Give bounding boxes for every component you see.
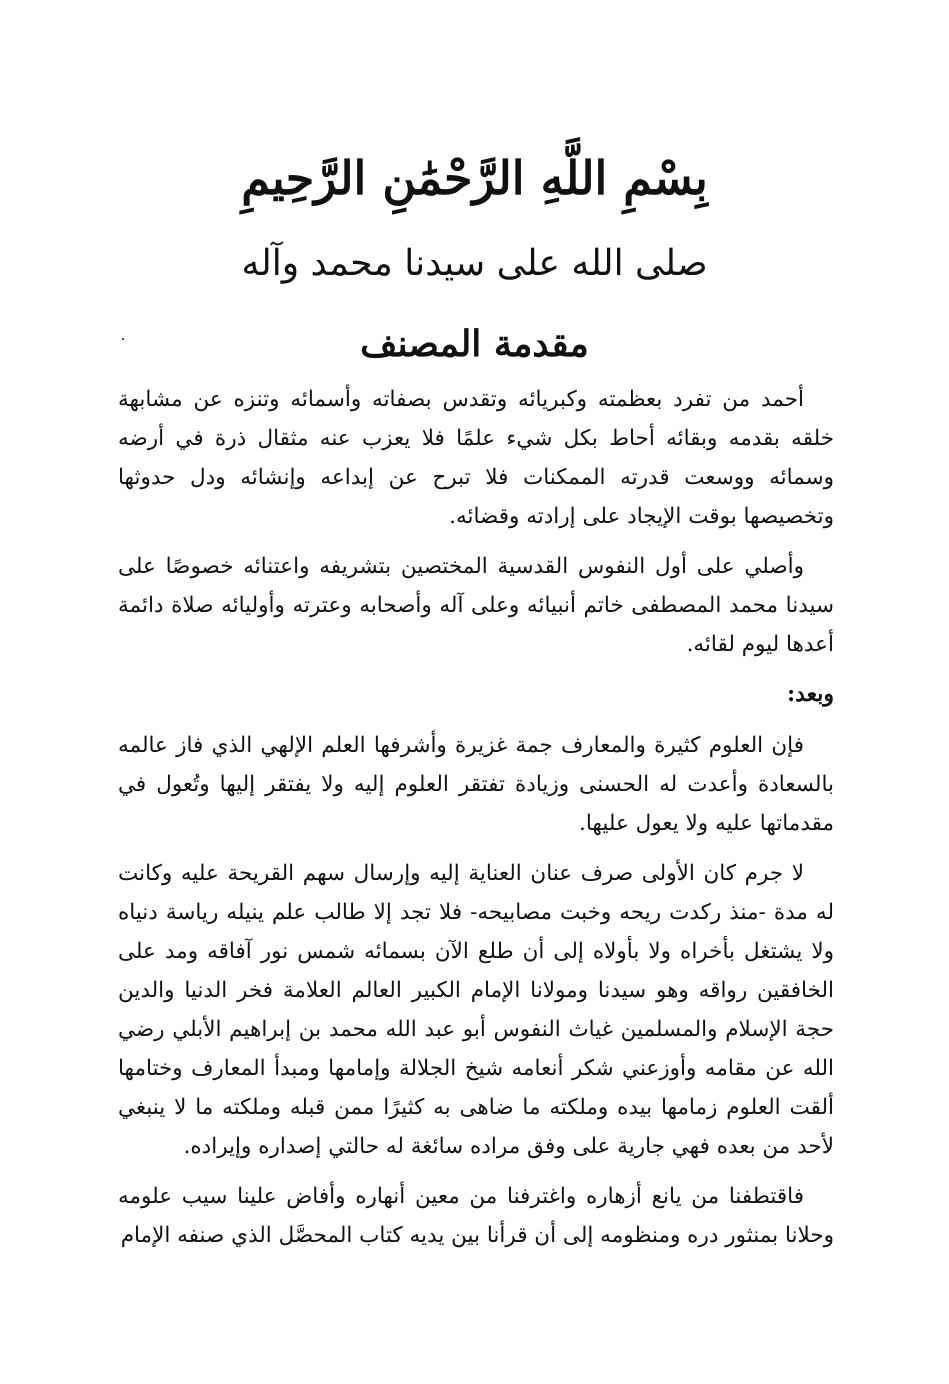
section-title: مقدمة المصنف — [360, 323, 589, 365]
paragraph-study: فاقتطفنا من يانع أزهاره واغترفنا من معين أنهاره وأفاض علينا سيب علومه وحلانا بمنثور دره ومنظومه إلى أن قرأنا بين يديه كتاب المحصَّل الذي صنفه الإمام — [118, 1184, 834, 1248]
transition-heading: وبعد: — [786, 681, 834, 707]
basmala-heading: بِسْمِ اللَّهِ الرَّحْمَٰنِ الرَّحِيمِ — [241, 151, 708, 205]
paragraph-teacher: لا جرم كان الأولى صرف عنان العناية إليه وإرسال سهم القريحة عليه وكانت له مدة -منذ ركدت ريحه وخبت مصابيحه- فلا تجد إلا طالب علم ينيله رياسة دنياه ولا يشتغل بأخراه ولا بأولاه إلى أن طلع الآن بسمائه شمس نور آفاقه ومد على الخافقين رواقه وهو سيدنا ومولانا الإمام الكبير العالم العلامة فخر الدنيا والدين حجة الإسلام والمسلمين غياث النفوس أبو عبد الله محمد بن إبراهيم الأبلي رضي الله عن مقامه وأوزعني شكر أنعامه شيخ الجلالة وإمامها ومبدأ المعارف وختامها ألقت العلوم زمامها بيده وملكته ما ضاهى به كثيرًا ممن قبله وملكته ما لا ينبغي لأحد من بعده فهي جارية على وفق مراده سائغة له حالتي إصداره وإيراده. — [118, 861, 834, 1159]
print-speck — [122, 338, 124, 340]
salawat-line: صلى الله على سيدنا محمد وآله — [241, 243, 708, 284]
paragraph-blessing: وأصلي على أول النفوس القدسية المختصين بتشريفه واعتنائه خصوصًا على سيدنا محمد المصطفى خاتم أنبيائه وعلى آله وأصحابه وعترته وأوليائه صلاة دائمة أعدها ليوم لقائه. — [118, 554, 834, 657]
paragraph-sciences: فإن العلوم كثيرة والمعارف جمة غزيرة وأشرفها العلم الإلهي الذي فاز عالمه بالسعادة وأعدت له الحسنى وزيادة تفتقر العلوم إليه ولا يفتقر إليها وتُعول في مقدماتها عليه ولا يعول عليها. — [118, 733, 834, 836]
paragraph-praise: أحمد من تفرد بعظمته وكبريائه وتقدس بصفاته وأسمائه وتنزه عن مشابهة خلقه بقدمه وبقائه أحاط بكل شيء علمًا فلا يعزب عنه مثقال ذرة في أرضه وسمائه ووسعت قدرته الممكنات فلا تبرح عن إبداعه وإنشائه ودل حدوثها وتخصيصها بوقت الإيجاد على إرادته وقضائه. — [118, 387, 834, 529]
body-text — [118, 380, 834, 1266]
